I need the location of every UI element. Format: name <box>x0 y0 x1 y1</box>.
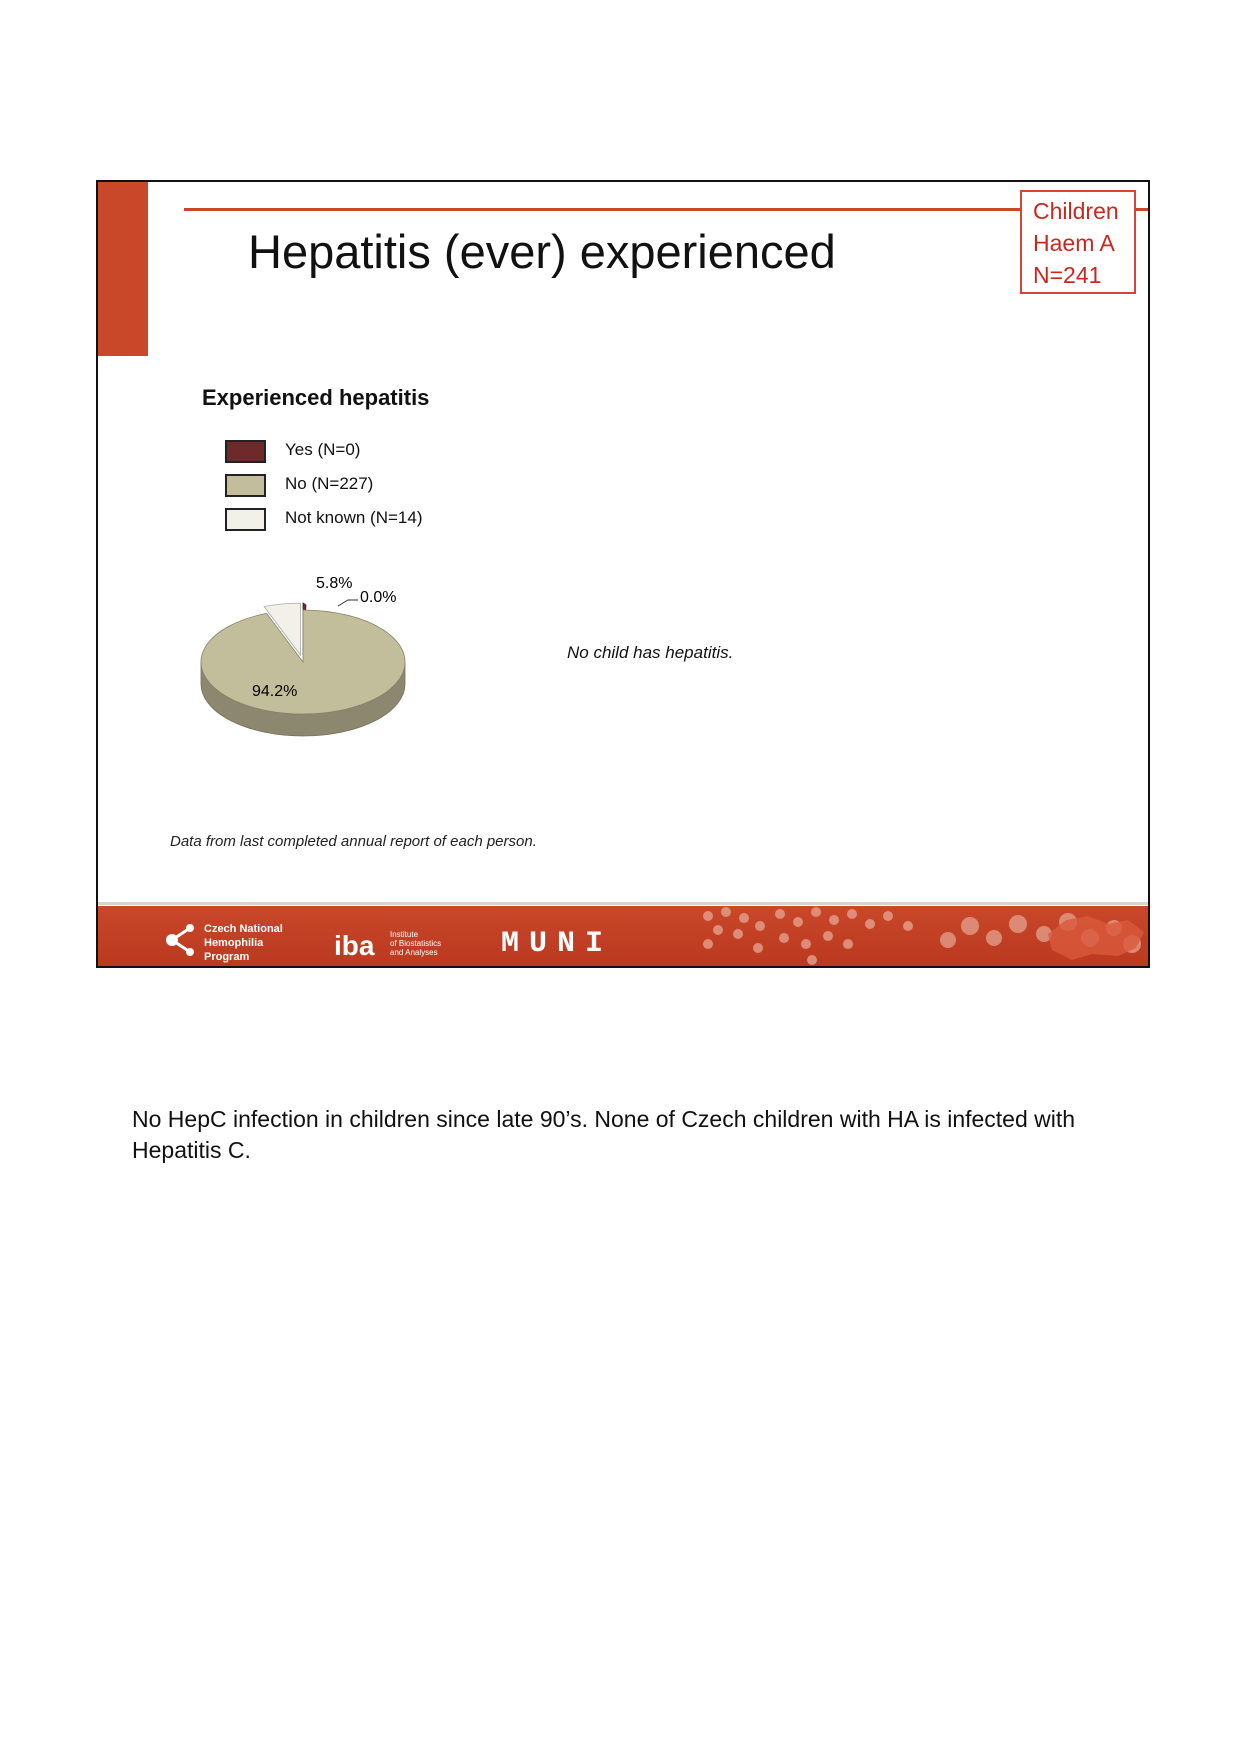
muni-logo: MUNI <box>501 927 614 961</box>
pie-chart <box>188 562 448 762</box>
slide <box>96 180 1150 968</box>
iba-line-1: Institute <box>390 930 419 939</box>
slide-accent-bar <box>98 182 148 356</box>
legend-label-no: No (N=227) <box>285 474 374 493</box>
data-label-not-known: 5.8% <box>316 575 353 592</box>
cnhp-logo-icon <box>164 922 200 958</box>
data-label-yes: 0.0% <box>360 589 397 606</box>
badge-line-2: Haem A <box>1033 230 1115 256</box>
badge-line-3: N=241 <box>1033 262 1102 288</box>
iba-logo-text <box>390 930 441 957</box>
title-rule <box>184 208 1150 211</box>
legend-swatch-no <box>225 474 266 497</box>
legend-label-not-known: Not known (N=14) <box>285 508 423 527</box>
legend-swatch-yes <box>225 440 266 463</box>
legend-label-yes: Yes (N=0) <box>285 440 361 459</box>
iba-logo: iba <box>334 930 375 961</box>
cnhp-logo-text <box>204 922 283 964</box>
slide-title: Hepatitis (ever) experienced <box>248 225 836 278</box>
data-source-note: Data from last completed annual report of each person. <box>170 833 537 850</box>
slice-no <box>201 610 405 714</box>
iba-line-2: of Biostatistics <box>390 939 442 948</box>
data-label-no: 94.2% <box>252 683 298 700</box>
slide-caption: No HepC infection in children since late 90’s. None of Czech children with HA is infected with Hepatitis C. <box>132 1106 1076 1163</box>
badge-line-1: Children <box>1033 198 1119 224</box>
cohort-badge <box>1020 190 1136 294</box>
cnhp-line-1: Czech National <box>204 923 283 935</box>
footer-molecule-decoration <box>688 904 1150 968</box>
chart-title: Experienced hepatitis <box>202 385 430 410</box>
chart-note: No child has hepatitis. <box>567 643 734 662</box>
cnhp-line-3: Program <box>204 951 250 963</box>
leader-line-yes <box>338 600 358 606</box>
iba-line-3: and Analyses <box>390 948 438 957</box>
cnhp-line-2: Hemophilia <box>204 937 264 949</box>
legend-swatch-not-known <box>225 508 266 531</box>
